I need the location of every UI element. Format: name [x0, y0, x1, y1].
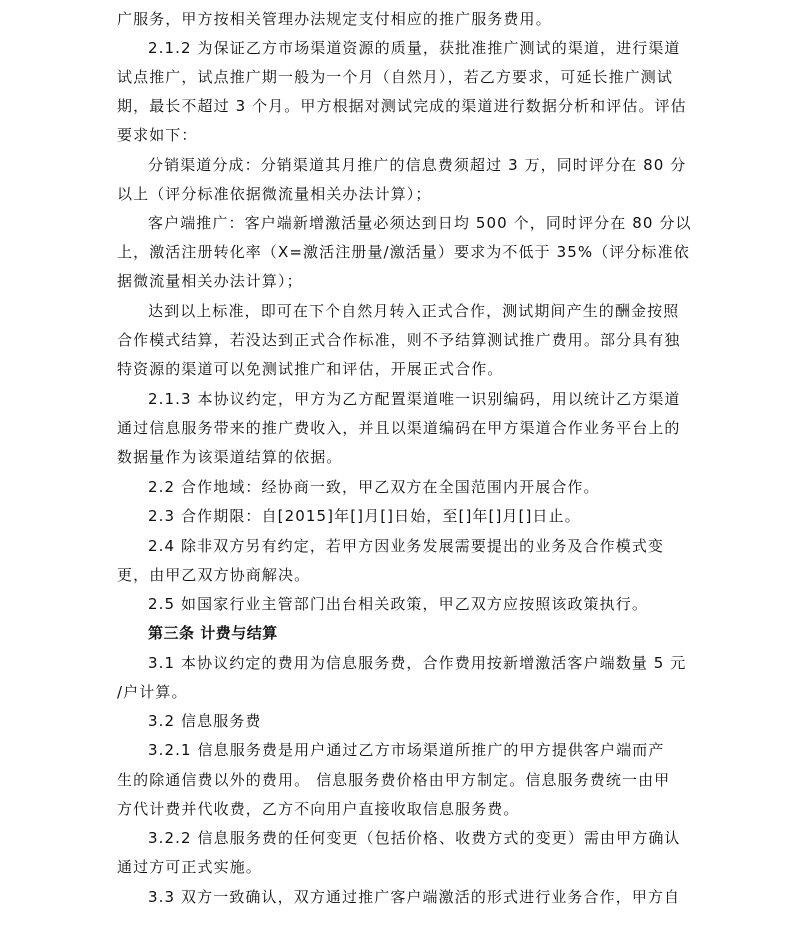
text-line: 试点推广，试点推广期一般为一个月（自然月），若乙方要求，可延长推广测试: [117, 68, 674, 86]
clause-3-3: 3.3 双方一致确认，双方通过推广客户端激活的形式进行业务合作，甲方自: [148, 888, 681, 906]
clause-3-2-1: 3.2.1 信息服务费是用户通过乙方市场渠道所推广的甲方提供客户端而产: [148, 741, 665, 759]
text-line: /户计算。: [117, 683, 188, 701]
text-line: 方代计费并代收费，乙方不向用户直接收取信息服务费。: [117, 800, 520, 818]
text-line: 广服务，甲方按相关管理办法规定支付相应的推广服务费用。: [117, 10, 552, 28]
text-line: 数据量作为该渠道结算的依据。: [117, 448, 343, 466]
clause-2-1-3: 2.1.3 本协议约定，甲方为乙方配置渠道唯一识别编码，用以统计乙方渠道: [148, 390, 681, 408]
text-line: 以上（评分标准依据微流量相关办法计算）；: [117, 185, 432, 203]
clause-2-2: 2.2 合作地域：经协商一致，甲乙双方在全国范围内开展合作。: [148, 478, 600, 496]
text-line: 生的除通信费以外的费用。 信息服务费价格由甲方制定。信息服务费统一由甲: [117, 771, 671, 789]
text-line: 期，最长不超过 3 个月。甲方根据对测试完成的渠道进行数据分析和评估。评估: [117, 97, 687, 115]
text-line: 通过方可正式实施。: [117, 858, 262, 876]
text-line: 特资源的渠道可以免测试推广和评估，开展正式合作。: [117, 360, 504, 378]
text-line: 据微流量相关办法计算）；: [117, 272, 303, 290]
clause-3-1: 3.1 本协议约定的费用为信息服务费，合作费用按新增激活客户端数量 5 元: [148, 654, 687, 672]
text-line: 上，激活注册转化率（X=激活注册量/激活量）要求为不低于 35%（评分标准依: [117, 243, 690, 261]
text-line: 更，由甲乙双方协商解决。: [117, 566, 311, 584]
text-line: 合作模式结算，若没达到正式合作标准，则不予结算测试推广费用。部分具有独: [117, 331, 681, 349]
clause-3-2-2: 3.2.2 信息服务费的任何变更（包括价格、收费方式的变更）需由甲方确认: [148, 829, 681, 847]
client-promotion-criteria: 客户端推广：客户端新增激活量必须达到日均 500 个，同时评分在 80 分以: [148, 214, 692, 232]
clause-2-3: 2.3 合作期限：自[2015]年[]月[]日始，至[]年[]月[]日止。: [148, 507, 581, 525]
clause-2-5: 2.5 如国家行业主管部门出台相关政策，甲乙双方应按照该政策执行。: [148, 595, 648, 613]
clause-2-4: 2.4 除非双方另有约定，若甲方因业务发展需要提出的业务及合作模式变: [148, 537, 665, 555]
standard-met-paragraph: 达到以上标准，即可在下个自然月转入正式合作，测试期间产生的酬金按照: [148, 302, 680, 320]
text-line: 要求如下：: [117, 126, 198, 144]
distribution-channel-criteria: 分销渠道分成：分销渠道其月推广的信息费须超过 3 万，同时评分在 80 分: [148, 156, 687, 174]
section-heading-article-3: 第三条 计费与结算: [148, 624, 278, 642]
text-line: 通过信息服务带来的推广费收入，并且以渠道编码在甲方渠道合作业务平台上的: [117, 419, 681, 437]
clause-2-1-2: 2.1.2 为保证乙方市场渠道资源的质量，获批准推广测试的渠道，进行渠道: [148, 39, 681, 57]
clause-3-2: 3.2 信息服务费: [148, 712, 262, 730]
